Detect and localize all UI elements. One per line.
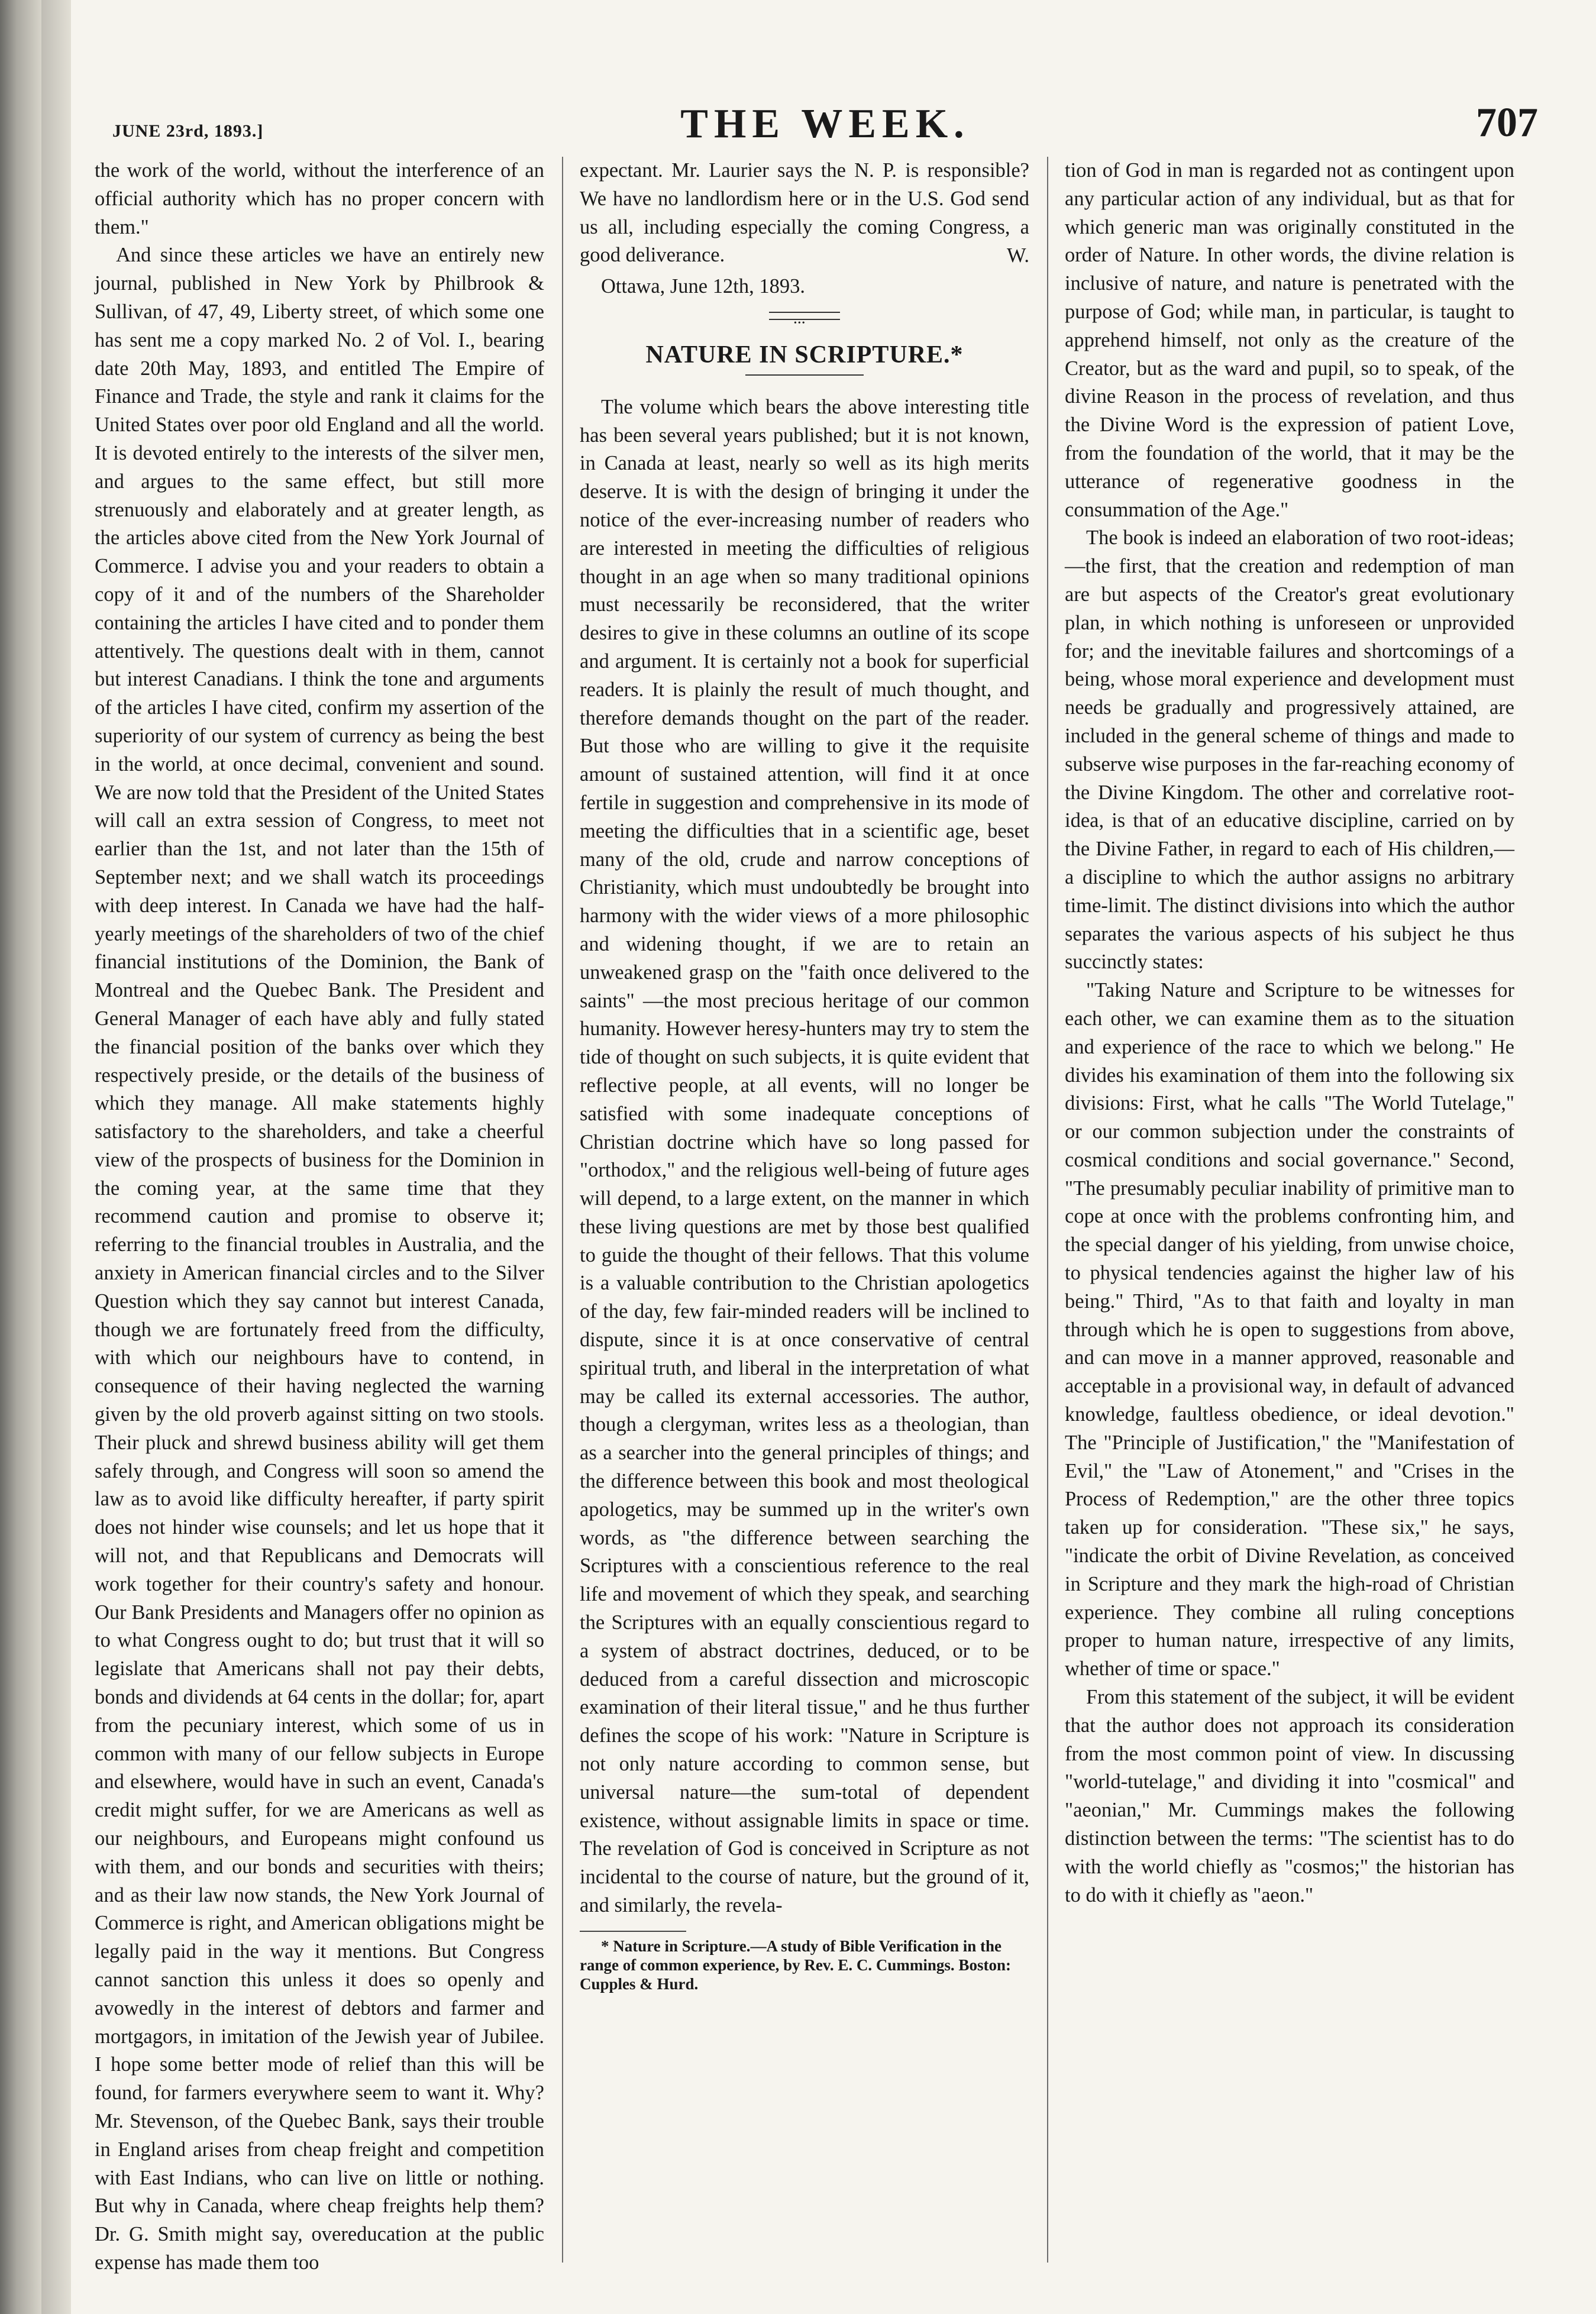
column-divider-1 [562, 157, 563, 2263]
section-ornament: ••• [769, 312, 840, 320]
page-number: 707 [1476, 100, 1538, 146]
newspaper-page [71, 0, 1596, 2314]
column-divider-2 [1047, 157, 1048, 2263]
letter-signature: W. [1006, 244, 1029, 267]
page-header [95, 89, 1556, 147]
paragraph: the work of the world, without the interference of an official authority which has no proper concern with them." [95, 159, 544, 238]
article-title: NATURE IN SCRIPTURE.* [645, 341, 964, 369]
paragraph: From this statement of the subject, it will be evident that the author does not approach its consideration from the most common point of view. In discussing "world-tutelage," and dividing it into "cosmical" and "aeonian," Mr. Cummings makes the following distinction between the terms: "The scientist has to do with the world chiefly as "cosmos;" the historian has to do with it chiefly as "aeon." [1065, 1686, 1514, 1906]
footnote-rule [580, 1931, 686, 1932]
letter-closing [580, 157, 1029, 270]
column-2 [580, 157, 1029, 1993]
paragraph: tion of God in man is regarded not as contingent upon any particular action of any individual, but as that for which generic man was originally constituted in the order of Nature. In other words, the divine relation is inclusive of nature, and nature is penetrated with the purpose of God; while man, in particular, is taught to apprehend himself, not only as the creature of the Creator, but as the ward and pupil, so to speak, of the divine Reason in the process of revelation, and thus the Divine Word is the expression of patient Love, from the foundation of the world, that it may be the utterance of regenerative goodness in the consummation of the Age." [1065, 159, 1514, 521]
masthead-title: THE WEEK. [680, 101, 970, 147]
book-spine [0, 0, 41, 2314]
paragraph: The volume which bears the above interesting title has been several years published; but it is not known, in Canada at least, nearly so well as its high merits deserve. It is with the design of bringing it under the notice of the ever-increasing number of readers who are interested in meeting the difficulties of religious thought in an age when so many traditional opinions must necessarily be reconsidered, that the writer desires to give in these columns an outline of its scope and argument. It is certainly not a book for superficial readers. It is plainly the result of much thought, and therefore demands thought on the part of the reader. But those who are willing to give it the requisite amount of sustained attention, will find it at once fertile in suggestion and comprehensive in its mode of meeting the difficulties that in a scientific age, beset many of the old, crude and narrow conceptions of Christianity, which must undoubtedly be brought into harmony with the wider views of a more philosophic and widening thought, if we are to retain an unweakened grasp on the "faith once delivered to the saints" —the most precious heritage of our common humanity. However heresy-hunters may try to stem the tide of thought on such subjects, it is quite evident that reflective people, at all events, will no longer be satisfied with some inadequate conceptions of Christian doctrine which have so long passed for "orthodox," and the religious well-being of future ages will depend, to a large extent, on the manner in which these living questions are met by those best qualified to guide the thought of their fellows. That this volume is a valuable contribution to the Christian apologetics of the day, few fair-minded readers will be inclined to dispute, since it is at once conservative of central spiritual truth, and liberal in the interpretation of what may be called its external accessories. The author, though a clergyman, writes less as a theologian, than as a searcher into the general principles of things; and the difference between this book and most theological apologetics, may be summed up in the writer's own words, as "the difference between searching the Scriptures with a conscientious reference to the real life and movement of which they speak, and searching the Scriptures with an equally conscientious regard to a system of abstract doctrines, deduced, or to be deduced from a careful dissection and microscopic examination of their literal tissue," and he thus further defines the scope of his work: "Nature in Scripture is not only nature according to common sense, but universal nature—the sum-total of dependent existence, without assignable limits in space or time. The revelation of God is conceived in Scripture as not incidental to the course of nature, but the ground of it, and similarly, the revela- [580, 395, 1029, 1917]
footnote: * Nature in Scripture.—A study of Bible Verification in the range of common experience, by Rev. E. C. Cummings. Boston: Cupples & Hurd. [580, 1937, 1011, 1993]
letter-end-text: expectant. Mr. Laurier says the N. P. is responsible? We have no landlordism here or in the U.S. God send us all, including especially the coming Congress, a good deliverance. [580, 159, 1029, 267]
column-3 [1065, 157, 1514, 1909]
letter-dateline: Ottawa, June 12th, 1893. [601, 274, 805, 298]
issue-date: JUNE 23rd, 1893.] [112, 121, 264, 141]
paragraph: The book is indeed an elaboration of two root-ideas;—the first, that the creation and redemption of man are but aspects of the Creator's great evolutionary plan, in which nothing is unforeseen or unprovided for; and the inevitable failures and shortcomings of a being, whose moral experience and development must needs be gradually and progressively attained, are included in the general scheme of things and made to subserve wise purposes in the far-reaching economy of the Divine Kingdom. The other and correlative root-idea, is that of an educative discipline, carried on by the Divine Father, in regard to each of His children,—a discipline to which the author assigns no arbitrary time-limit. The distinct divisions into which the author separates the various aspects of his subject he thus succinctly states: [1065, 526, 1514, 974]
paragraph: And since these articles we have an entirely new journal, published in New York by Philbrook & Sullivan, of 47, 49, Liberty street, of which some one has sent me a copy marked No. 2 of Vol. I., bearing date 20th May, 1893, and entitled The Empire of Finance and Trade, the style and rank it claims for the United States over poor old England and all the world. It is devoted entirely to the interests of the silver men, and argues to the same effect, but still more strenuously and elaborately and at greater length, as the articles above cited from the New York Journal of Commerce. I advise you and your readers to obtain a copy of it and of the numbers of the Shareholder containing the articles I have cited and to ponder them attentively. The questions dealt with in them, cannot but interest Canadians. I think the tone and arguments of the articles I have cited, confirm my assertion of the superiority of our system of currency as being the best in the world, at once decimal, convenient and sound. We are now told that the President of the United States will call an extra session of Congress, to meet not earlier than the 1st, and not later than the 15th of September next; and we shall watch its proceedings with deep interest. In Canada we have had the half-yearly meetings of the shareholders of two of the chief financial institutions of the Dominion, the Bank of Montreal and the Quebec Bank. The President and General Manager of each have ably and fully stated the financial position of the banks over which they respectively preside, or the details of the business of which they manage. All make statements highly satisfactory to the shareholders, and take a cheerful view of the prospects of business for the Dominion in the coming year, at the same time that they recommend caution and promise to observe it; referring to the financial troubles in Australia, and the anxiety in American financial circles and to the Silver Question which they say cannot but interest Canada, though we are fortunately freed from the difficulty, with which our neighbours have to contend, in consequence of their having neglected the warning given by the old proverb against sitting on two stools. Their pluck and shrewd business ability will get them safely through, and Congress will soon so amend the law as to avoid like difficulty hereafter, if party spirit does not hinder wise counsels; and let us hope that it will not, and that Republicans and Democrats will work together for their country's safety and honour. Our Bank Presidents and Managers offer no opinion as to what Congress ought to do; but trust that it will so legislate that Americans shall not pay their debts, bonds and dividends at 64 cents in the dollar; for, apart from the pecuniary interest, which some of us in common with many of our fellow subjects in Europe and elsewhere, would have in such an event, Canada's credit might suffer, for we are Americans as well as our neighbours, and Europeans might confound us with them, and our bonds and securities with theirs; and as their law now stands, the New York Journal of Commerce is right, and American obligations might be legally paid in the way it mentions. But Congress cannot sanction this unless it does so openly and avowedly in the interest of debtors and farmer and mortgagors, in imitation of the Jewish year of Jubilee. I hope some better mode of relief than this will be found, for farmers everywhere seem to want it. Why? Mr. Stevenson, of the Quebec Bank, says their trouble in England arises from cheap freight and competition with East Indians, who can live on little or nothing. But why in Canada, where cheap freights help them? Dr. G. Smith might say, overeducation at the public expense has made them too [95, 244, 544, 2274]
title-rule [745, 374, 864, 376]
column-1 [95, 157, 544, 2277]
paragraph: "Taking Nature and Scripture to be witnesses for each other, we can examine them as to the situation and experience of the race to which we belong." He divides his examination of them into the following six divisions: First, what he calls "The World Tutelage," or our common subjection under the constraints of cosmical conditions and social governance." Second, "The presumably peculiar inability of primitive man to cope at once with the problems confronting him, and the special danger of his yielding, from unwise choice, to physical tendencies against the higher law of his being." Third, "As to that faith and loyalty in man through which he is open to suggestions from above, and can move in a manner approved, reasonable and acceptable in a provisional way, in default of advanced knowledge, faultless obedience, or ideal devotion." The "Principle of Justification," the "Manifestation of Evil," the "Law of Atonement," and "Crises in the Process of Redemption," are the other three topics taken up for consideration. "These six," he says, "indicate the orbit of Divine Revelation, as conceived in Scripture and they mark the high-road of Christian experience. They combine all ruling conceptions proper to human nature, irrespective of any limits, whether of time or space." [1065, 979, 1514, 1680]
